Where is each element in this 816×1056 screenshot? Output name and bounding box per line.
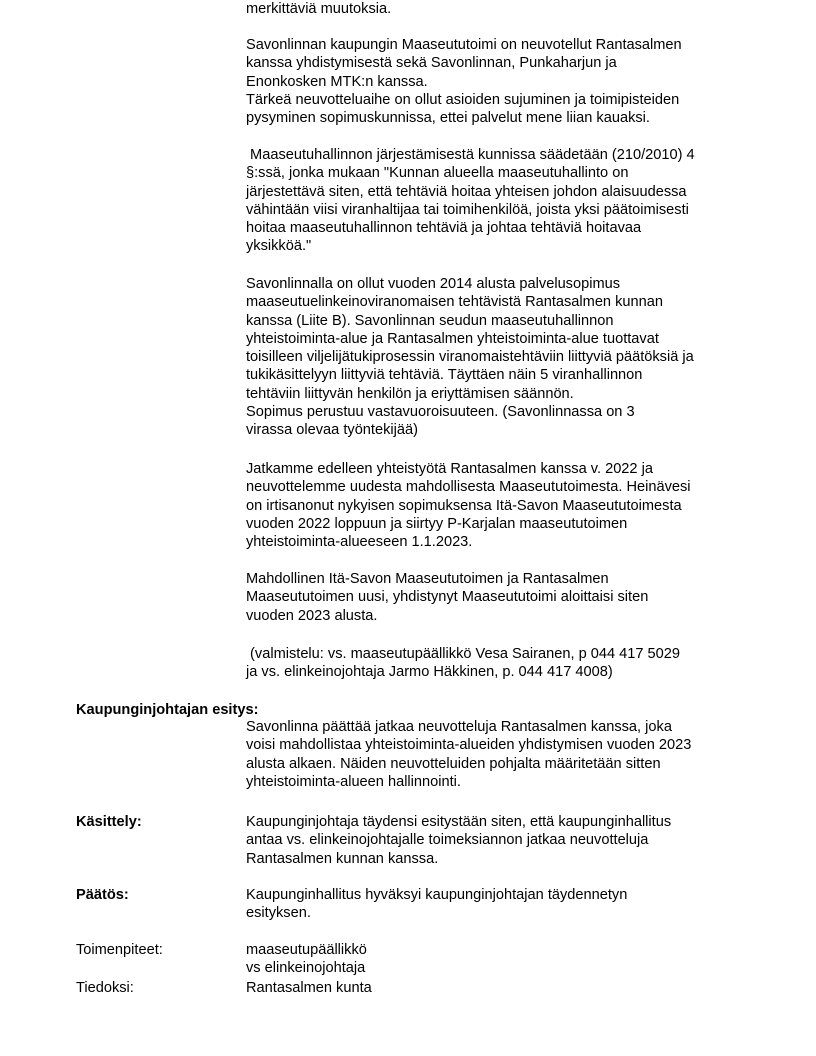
info-label: Tiedoksi:	[76, 980, 134, 996]
text-line: maaseutuelinkeinoviranomaisen tehtävistä Rantasalmen kunnan	[246, 294, 663, 311]
text-line: ja vs. elinkeinojohtaja Jarmo Häkkinen, p. 044 417 4008)	[246, 664, 613, 681]
proposal-label: Kaupunginjohtajan esitys:	[76, 702, 259, 718]
text-line: Kaupunginhallitus hyväksyi kaupunginjohtajan täydennetyn	[246, 887, 628, 903]
text-line: vähintään viisi viranhaltijaa tai toimihenkilöä, joista yksi päätoimisesti	[246, 201, 689, 218]
preparation-note	[246, 645, 746, 682]
text-line: kanssa yhdistymisestä sekä Savonlinnan, Punkaharjun ja	[246, 55, 617, 72]
text-line: Tärkeä neuvotteluaihe on ollut asioiden sujuminen ja toimipisteiden	[246, 91, 680, 108]
text-line: Savonlinna päättää jatkaa neuvotteluja Rantasalmen kanssa, joka	[246, 719, 672, 735]
text-line: pysyminen sopimuskunnissa, ettei palvelut mene liian kauaksi.	[246, 110, 650, 127]
text-line: Enonkosken MTK:n kanssa.	[246, 73, 428, 90]
text-line: Kaupunginjohtaja täydensi esitystään siten, että kaupunginhallitus	[246, 814, 672, 830]
actions-label: Toimenpiteet:	[76, 942, 163, 958]
text-line: Rantasalmen kunta	[246, 980, 372, 996]
text-line: Jatkamme edelleen yhteistyötä Rantasalmen kanssa v. 2022 ja	[246, 461, 653, 477]
text-line: Mahdollinen Itä-Savon Maaseututoimen ja Rantasalmen	[246, 571, 609, 587]
body-paragraph-5	[246, 570, 746, 625]
text-line: kanssa (Liite B). Savonlinnan seudun maaseutuhallinnon	[246, 312, 614, 329]
text-line: (valmistelu: vs. maaseutupäällikkö Vesa Sairanen, p 044 417 5029	[246, 646, 681, 662]
body-paragraph-2	[246, 146, 746, 256]
decision-label: Päätös:	[76, 887, 129, 903]
text-line: hoitaa maaseutuhallinnon tehtäviä ja johtaa tehtäviä hoitavaa	[246, 220, 642, 237]
text-line: maaseutupäällikkö	[246, 942, 367, 958]
text-line: yhteistoiminta-alue ja Rantasalmen yhteistoiminta-alue tuottavat	[246, 330, 659, 347]
text-line: Savonlinnan kaupungin Maaseututoimi on neuvotellut Rantasalmen	[246, 37, 682, 53]
text-line: Maaseututoimen uusi, yhdistynyt Maaseututoimi aloittaisi siten	[246, 589, 649, 606]
text-line: alusta alkaen. Näiden neuvotteluiden pohjalta määritetään sitten	[246, 755, 661, 772]
text-line: Savonlinnalla on ollut vuoden 2014 alusta palvelusopimus	[246, 276, 621, 292]
text-line: merkittäviä muutoksia.	[246, 1, 392, 17]
text-line: vuoden 2023 alusta.	[246, 607, 378, 624]
text-line: yhteistoiminta-alueeseen 1.1.2023.	[246, 534, 473, 551]
actions-text	[246, 941, 746, 978]
info-text	[246, 979, 746, 997]
body-paragraph-1	[246, 36, 746, 127]
text-line: tukikäsittelyyn liittyviä tehtäviä. Täyttäen näin 5 viranhallinnon	[246, 367, 643, 384]
text-line: tehtäviin liittyvän henkilön ja eriyttämisen säännön.	[246, 385, 574, 402]
text-line: antaa vs. elinkeinojohtajalle toimeksiannon jatkaa neuvotteluja	[246, 832, 649, 849]
handling-text	[246, 813, 746, 868]
text-line: on irtisanonut nykyisen sopimuksensa Itä-Savon Maaseututoimesta	[246, 497, 682, 514]
text-line: järjestettävä siten, että tehtäviä hoitaa yhteisen johdon alaisuudessa	[246, 183, 687, 200]
body-paragraph-3	[246, 275, 746, 440]
text-line: esityksen.	[246, 905, 311, 922]
text-line: virassa olevaa työntekijää)	[246, 422, 418, 439]
body-paragraph-0	[246, 0, 746, 18]
text-line: yhteistoiminta-alueen hallinnointi.	[246, 773, 461, 790]
body-paragraph-4	[246, 460, 746, 551]
text-line: voisi mahdollistaa yhteistoiminta-alueiden yhdistymisen vuoden 2023	[246, 737, 692, 754]
text-line: Sopimus perustuu vastavuoroisuuteen. (Savonlinnassa on 3	[246, 404, 635, 421]
text-line: §:ssä, jonka mukaan "Kunnan alueella maaseutuhallinto on	[246, 165, 629, 182]
text-line: vuoden 2022 loppuun ja siirtyy P-Karjalan maaseututoimen	[246, 515, 628, 532]
text-line: Rantasalmen kunnan kanssa.	[246, 850, 439, 867]
text-line: neuvottelemme uudesta mahdollisesta Maaseututoimesta. Heinävesi	[246, 479, 691, 496]
text-line: vs elinkeinojohtaja	[246, 960, 366, 977]
handling-label: Käsittely:	[76, 814, 142, 830]
text-line: yksikköä."	[246, 238, 312, 255]
proposal-text	[246, 718, 746, 791]
decision-text	[246, 886, 746, 923]
text-line: toisilleen viljelijätukiprosessin viranomaistehtäviin liittyviä päätöksiä ja	[246, 349, 694, 366]
text-line: Maaseutuhallinnon järjestämisestä kunnissa säädetään (210/2010) 4	[246, 147, 695, 163]
